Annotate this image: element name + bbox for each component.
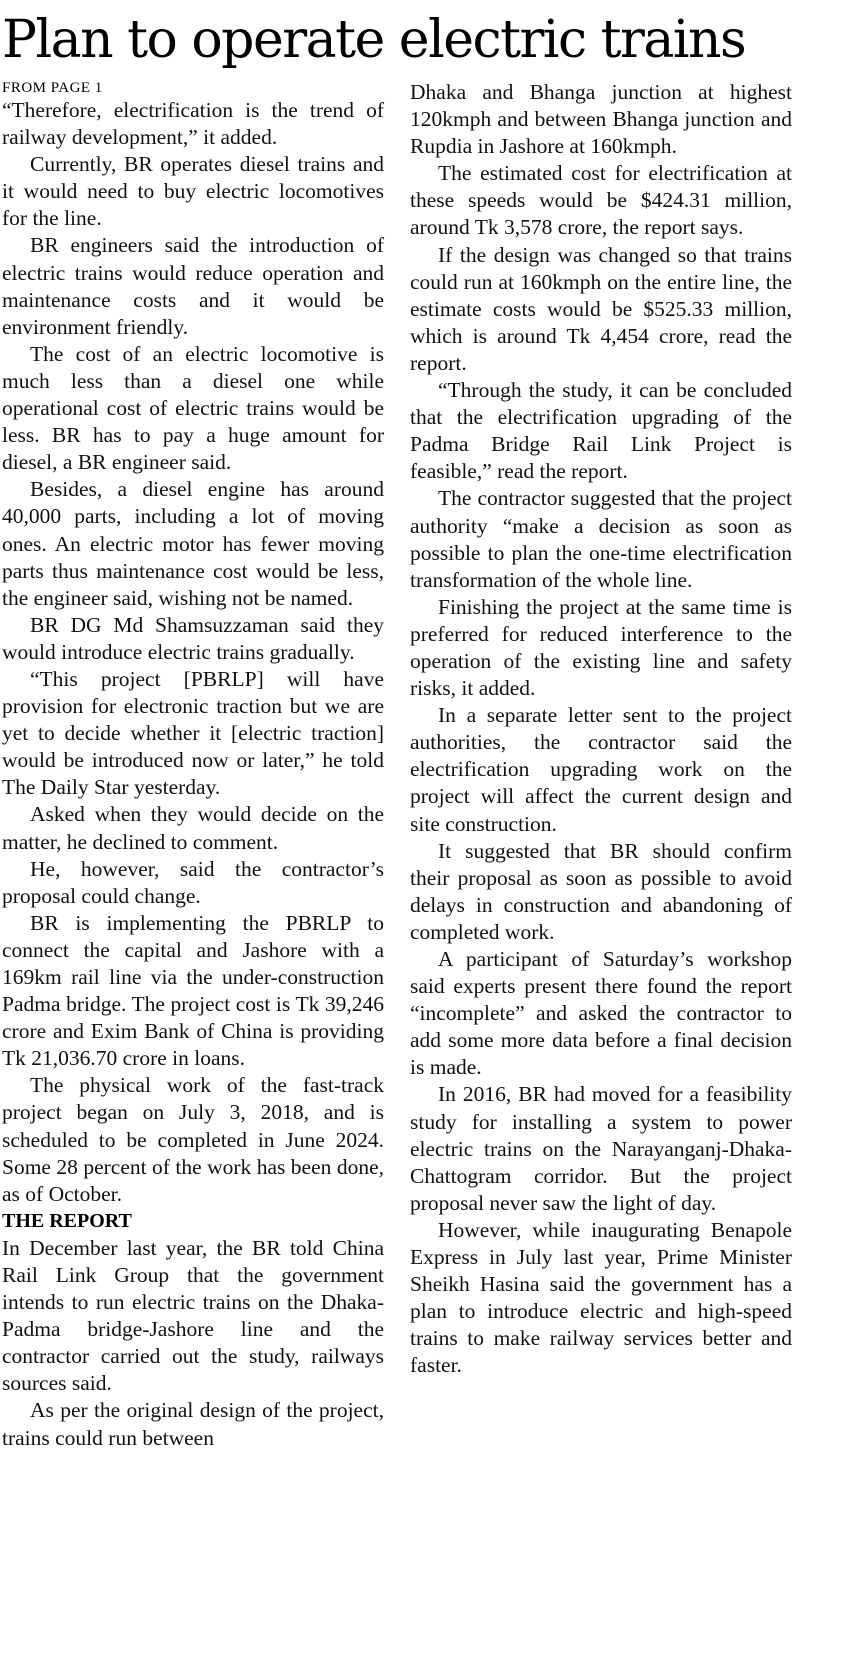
paragraph: A participant of Saturday’s workshop said experts present there found the report “incomplete” and asked the contractor to add some more data before a final decision is made. (410, 947, 792, 1080)
paragraph: BR is implementing the PBRLP to connect the capital and Jashore with a 169km rail line via the under-construction Padma bridge. The project cost is Tk 39,246 crore and Exim Bank of China is providing Tk 21,036.70 crore in loans. (2, 910, 384, 1071)
paragraph: BR engineers said the introduction of electric trains would reduce operation and maintenance costs and it would be environment friendly. (2, 233, 384, 339)
paragraph: Finishing the project at the same time is preferred for reduced interference to the operation of the existing line and safety risks, it added. (410, 594, 792, 701)
paragraph-continuation: Dhaka and Bhanga junction at highest 120kmph and between Bhanga junction and Rupdia in Jashore at 160kmph. (410, 80, 792, 159)
paragraph: “Therefore, electrification is the trend of railway development,” it added. (2, 98, 384, 150)
from-page-label: FROM PAGE 1 (2, 80, 103, 96)
paragraph: The physical work of the fast-track project began on July 3, 2018, and is scheduled to be completed in June 2024. Some 28 percent of the work has been done, as of October. (2, 1073, 384, 1206)
paragraph: In 2016, BR had moved for a feasibility study for installing a system to power electric trains on the Narayanganj-Dhaka-Chattogram corridor. But the project proposal never saw the light of day. (410, 1082, 792, 1215)
section-heading: THE REPORT (2, 1209, 132, 1232)
paragraph: Besides, a diesel engine has around 40,000 parts, including a lot of moving ones. An electric motor has fewer moving parts thus maintenance cost would be less, the engineer said, wishing not be named. (2, 477, 384, 610)
paragraph: He, however, said the contractor’s proposal could change. (2, 856, 384, 908)
article-headline: Plan to operate electric trains (2, 10, 746, 70)
paragraph: Asked when they would decide on the matter, he declined to comment. (2, 802, 384, 854)
right-column (410, 79, 792, 1380)
paragraph: “This project [PBRLP] will have provision for electronic traction but we are yet to decide whether it [electric traction] would be introduced now or later,” he told The Daily Star yesterday. (2, 666, 384, 800)
paragraph: However, while inaugurating Benapole Express in July last year, Prime Minister Sheikh Hasina said the government has a plan to introduce electric and high-speed trains to make railway services better and faster. (410, 1217, 792, 1378)
paragraph: BR DG Md Shamsuzzaman said they would introduce electric trains gradually. (2, 612, 384, 664)
paragraph: As per the original design of the project, trains could run between (2, 1398, 384, 1450)
paragraph: The estimated cost for electrification at these speeds would be $424.31 million, around Tk 3,578 crore, the report says. (410, 161, 792, 240)
paragraph: The cost of an electric locomotive is much less than a diesel one while operational cost of electric trains would be less. BR has to pay a huge amount for diesel, a BR engineer said. (2, 341, 384, 475)
paragraph: The contractor suggested that the project authority “make a decision as soon as possible to plan the one-time electrification transformation of the whole line. (410, 486, 792, 592)
paragraph: In December last year, the BR told China Rail Link Group that the government intends to run electric trains on the Dhaka-Padma bridge-Jashore line and the contractor carried out the study, railways sources said. (2, 1235, 384, 1396)
paragraph: Currently, BR operates diesel trains and it would need to buy electric locomotives for the line. (2, 152, 384, 231)
paragraph: If the design was changed so that trains could run at 160kmph on the entire line, the estimate costs would be $525.33 million, which is around Tk 4,454 crore, read the report. (410, 242, 792, 375)
left-column (2, 79, 384, 1452)
paragraph: It suggested that BR should confirm their proposal as soon as possible to avoid delays in construction and abandoning of completed work. (410, 838, 792, 944)
paragraph: In a separate letter sent to the project authorities, the contractor said the electrification upgrading work on the project will affect the current design and site construction. (410, 703, 792, 836)
paragraph: “Through the study, it can be concluded that the electrification upgrading of the Padma Bridge Rail Link Project is feasible,” read the report. (410, 378, 792, 484)
